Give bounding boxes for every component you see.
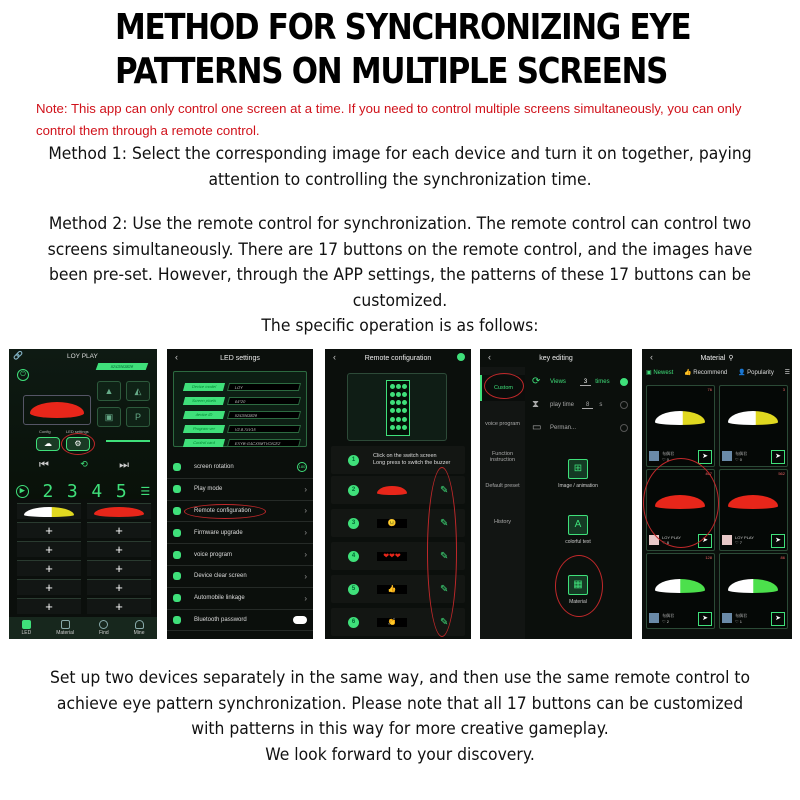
views-row [532,377,628,387]
view-badge: 76 [707,387,712,392]
row-number: 3 [348,518,359,529]
red-eye-image [728,495,778,509]
red-eye-image [30,402,84,418]
edit-icon[interactable]: ✎ [440,550,449,562]
send-icon[interactable]: ➤ [698,534,712,548]
likes: ♡ 7 [735,540,742,545]
sidebar-item-default-preset[interactable]: Default preset [485,483,520,489]
views-radio[interactable] [620,378,628,386]
title-line-1: METHOD FOR SYNCHRONIZING EYE [115,7,691,48]
likes: ♡ 1 [735,618,742,624]
clap-thumbnail: 👏 [377,618,407,627]
rotation-icon [173,463,181,471]
chevron-right-icon: › [304,484,307,494]
colorful-text-label: colorful text [565,539,591,545]
screenshot-home [9,349,157,639]
method-2-tail: The specific operation is as follows: [261,316,539,335]
screenshot-remote-configuration [325,349,471,639]
refresh-icon: ⟳ [532,376,541,387]
highlight-oval [484,373,524,399]
info-value: EXYB-G4CX5MTVOICE2 [227,439,301,447]
method-2-text [43,211,757,339]
sidebar-item-voice-program[interactable]: voice program [485,421,520,427]
bluetooth-password-toggle[interactable] [293,616,307,624]
avatar [722,613,732,623]
note-text: Note: This app can only control one screen at a time. If you need to control multiple screens simultaneously, you can only control them through a remote control. [36,101,742,138]
material-label: Material [569,599,587,605]
play-time-unit: s [599,402,603,408]
tab-label: LED [21,630,32,636]
chevron-right-icon: › [304,593,307,603]
avatar [722,451,732,461]
program-4[interactable]: 4 [91,480,103,502]
avatar [649,451,659,461]
send-icon[interactable]: ➤ [698,612,712,626]
view-badge: 562 [778,471,785,476]
firmware-icon [173,529,181,537]
menu-label: Automobile linkage [194,595,245,602]
info-value: LOY [227,383,301,391]
likes: ♡ 8 [662,540,669,545]
views-label: Views [550,379,566,385]
row-number: 5 [348,584,359,595]
like-count: 0 [666,456,669,462]
header [480,349,632,367]
instruction-line-2: Long press to switch the buzzer [373,460,451,466]
views-unit: times [595,379,610,385]
like-count: 7 [739,540,742,545]
slot-yellow-eye[interactable] [17,503,81,519]
menu-label: Play mode [194,486,223,493]
screenshot-led-settings [167,349,313,639]
closing-text [43,665,757,767]
material-icon [61,620,70,629]
menu-device-clear-screen[interactable] [167,566,313,588]
slot-add[interactable]: + [17,560,81,576]
edit-icon[interactable]: ✎ [440,517,449,529]
material-card[interactable] [646,553,715,629]
thumbs-up-thumbnail: 👍 [377,585,407,594]
menu-label: screen rotation [194,464,234,471]
colorful-text-button[interactable]: A [568,515,588,535]
tab-led[interactable] [21,620,31,636]
row-number: 1 [348,455,359,466]
info-label: Control card [183,439,225,447]
triangle-icon[interactable]: ▲ [97,381,121,401]
info-row [184,438,300,448]
views-input[interactable]: 3 [580,379,591,386]
filter-icon[interactable]: ☰ [784,370,790,376]
tab-find[interactable] [99,620,109,636]
search-icon[interactable]: ⚲ [728,355,734,362]
info-label: Screen pixels [183,397,225,405]
program-icon[interactable]: P [126,407,150,427]
header [325,349,471,367]
tab-mine[interactable] [134,620,145,636]
compass-icon [99,620,108,629]
sidebar-item-history[interactable]: History [493,519,512,525]
view-badge: 3 [782,387,785,392]
material-grid [646,385,788,629]
spacer [174,372,306,378]
current-eye-preview [23,395,91,425]
loop-icon[interactable]: ⟲ [80,459,88,469]
header [642,349,792,367]
chevron-right-icon: › [304,528,307,538]
author-name: 布偶君 [662,612,674,618]
likes: ♡ 2 [662,618,669,624]
material-card[interactable] [719,469,788,551]
edit-icon[interactable]: ✎ [440,484,449,496]
instruction [373,453,450,467]
screenshot-key-editing [480,349,632,639]
infinity-icon: ▭ [532,422,542,433]
previous-icon[interactable]: ⏮ [39,459,49,471]
clear-icon [173,572,181,580]
material-button[interactable]: ▦ [568,575,588,595]
program-number-row [9,480,157,502]
avatar [649,613,659,623]
screen-title: key editing [539,354,573,362]
image-animation-button[interactable]: ⊞ [568,459,588,479]
rotation-badge: 180 [297,462,307,472]
play-mode-icon [173,485,181,493]
info-value: 5243063829 [227,411,301,419]
play-time-row [532,400,628,410]
edit-icon[interactable]: ✎ [440,616,449,628]
remote-icon [173,507,181,515]
yellow-eye-image [24,507,74,517]
yellow-eye-image [655,411,705,425]
power-icon[interactable]: ⏻ [17,369,29,381]
send-icon[interactable]: ➤ [698,450,712,464]
tab-newest[interactable]: ▣ Newest [646,370,674,376]
slot-red-eye[interactable] [87,503,151,519]
card-meta [735,535,754,545]
permanent-label: Perman... [550,425,577,431]
play-time-input[interactable]: 8 [582,402,593,409]
settings-menu [167,457,313,631]
info-row [184,410,300,420]
slot-add[interactable]: + [87,579,151,595]
tab-label: Find [98,630,109,636]
highlight-oval [184,504,266,519]
remote-control-icon [386,380,410,436]
user-icon [135,620,144,629]
card-meta [735,613,747,624]
tab-recommend[interactable]: 👍 Recommend [684,370,728,376]
menu-play-mode[interactable] [167,479,313,501]
slot-add[interactable]: + [17,579,81,595]
screen-title: Material [700,354,726,362]
playback-controls [39,459,129,472]
led-settings-button[interactable]: ⚙ [66,437,90,451]
menu-label: Bluetooth password [194,616,247,623]
menu-screen-rotation[interactable] [167,457,313,479]
back-icon[interactable]: ‹ [175,352,178,362]
bluetooth-icon [173,616,181,624]
led-settings-label: LED settings [66,429,89,434]
slot-add[interactable]: + [17,522,81,538]
edit-icon[interactable]: ✎ [440,583,449,595]
info-row [184,382,300,392]
method-1-text: Method 1: Select the corresponding image for each device and turn it on together, paying attention to controlling the synchronization time. [48,144,752,189]
slot-grid [17,503,151,614]
card-meta [662,613,674,624]
play-time-label: play time [550,402,575,408]
play-time-radio[interactable] [620,401,628,409]
image-icon[interactable]: ▣ [97,407,121,427]
tab-label: Recommend [693,370,728,376]
instruction-line-1: Click on the switch screen [373,453,437,459]
status-icon [457,353,465,361]
tab-label: Material [56,630,74,636]
slot-add[interactable]: + [17,541,81,557]
app-title: LOY PLAY [67,353,98,360]
screen-title: Remote configuration [364,354,432,362]
closing-body: Set up two devices separately in the same way, and then use the same remote control to achieve eye pattern synchronization. Please note that all 17 buttons can be customized with patterns in this way for more creative gameplay. [49,668,751,738]
author-name: 布偶君 [735,450,747,456]
menu-automobile-linkage[interactable] [167,588,313,610]
author-name: LOY PLAY [662,535,681,540]
program-5[interactable]: 5 [115,480,127,502]
info-label: device ID [183,411,225,419]
program-2[interactable]: 2 [42,480,54,502]
like-count: 1 [739,618,742,624]
view-badge: 86 [780,555,785,560]
author-name: 布偶君 [735,612,747,618]
sidebar-item-function-instruction[interactable]: Function instruction [489,451,516,463]
yellow-eye-image [728,411,778,425]
car-icon [173,594,181,602]
material-tabs [646,369,790,376]
program-3[interactable]: 3 [66,480,78,502]
key-editing-sidebar [480,367,525,639]
material-card[interactable] [719,553,788,629]
likes: ♡ 0 [735,456,742,462]
page-title [115,6,691,94]
list-icon[interactable]: ☰ [140,484,151,498]
card-meta [735,451,747,462]
like-count: 0 [739,456,742,462]
info-row [184,396,300,406]
red-eye-image [94,507,144,517]
view-badge: 128 [705,555,712,560]
send-icon[interactable]: ➤ [771,534,785,548]
brightness-icon[interactable]: ◭ [126,381,150,401]
hourglass-icon: ⧗ [532,399,540,410]
tab-label: Mine [133,630,145,636]
led-icon [22,620,31,629]
tab-popularity[interactable]: 👤 Popularity [738,370,774,376]
info-value: 64*20 [227,397,301,405]
chevron-right-icon: › [304,571,307,581]
send-icon[interactable]: ➤ [771,612,785,626]
green-eye-image [655,579,705,593]
next-icon[interactable]: ⏭ [119,459,129,471]
highlight-oval [643,458,719,548]
link-icon: 🔗 [13,351,23,360]
row-number: 2 [348,485,359,496]
info-row [184,424,300,434]
tab-material[interactable] [56,620,74,636]
slot-add[interactable]: + [17,598,81,614]
slot-add[interactable]: + [87,598,151,614]
hearts-thumbnail: ❤❤❤ [377,552,407,561]
material-card[interactable] [719,385,788,467]
row-number: 6 [348,617,359,628]
info-label: Device model [183,383,225,391]
image-animation-label: Image / animation [558,483,598,489]
tab-label: Newest [653,370,674,376]
permanent-radio[interactable] [620,424,628,432]
menu-bluetooth-password[interactable] [167,610,313,632]
view-badge: 467 [705,471,712,476]
menu-label: Firmware upgrade [194,529,243,536]
menu-label: Device clear screen [194,573,247,580]
slot-add[interactable]: + [87,522,151,538]
title-line-2: PATTERNS ON MULTIPLE SCREENS [115,51,668,92]
green-eye-image [728,579,778,593]
permanent-row [532,423,628,433]
send-icon[interactable]: ➤ [771,450,785,464]
slot-add[interactable]: + [87,560,151,576]
header [167,349,313,367]
bottom-tab-bar [9,617,157,639]
menu-firmware-upgrade[interactable] [167,522,313,544]
chevron-right-icon: › [304,506,307,516]
serial-badge: 5243063829 [96,363,149,370]
like-count: 2 [666,618,669,624]
chevron-right-icon: › [304,550,307,560]
menu-label: Remote configuration [194,507,252,514]
material-card[interactable] [646,469,715,551]
avatar [722,535,732,545]
highlight-oval [427,467,457,637]
material-card[interactable] [646,385,715,467]
closing-tail: We look forward to your discovery. [265,744,535,764]
sidebar-item-custom[interactable]: Custom [480,375,525,401]
config-button[interactable]: ☁ [36,437,60,451]
highlight-oval [61,433,95,455]
device-info-card [173,371,307,447]
author-name: 布偶君 [662,450,674,456]
menu-remote-configuration[interactable] [167,501,313,523]
config-label: Config [39,429,51,434]
play-icon[interactable]: ▶ [16,485,29,498]
brightness-slider[interactable] [106,440,150,442]
method-2-body: Method 2: Use the remote control for synchronization. The remote control can control two screens simultaneously. There are 17 buttons on the remote control, and the images have been pre-set. However, through the APP settings, the patterns of these 17 buttons can be customized. [47,214,753,310]
likes: ♡ 0 [662,456,669,462]
face-thumbnail: 😐 [377,519,407,528]
author-name: LOY PLAY [735,535,754,540]
tab-label: Popularity [747,370,774,376]
info-label: Program ver [183,425,225,433]
row-number: 4 [348,551,359,562]
menu-voice-program[interactable] [167,544,313,566]
back-icon[interactable]: ‹ [333,352,336,362]
screenshot-material [642,349,792,639]
menu-label: voice program [194,551,233,558]
info-value: V2.8.7#V15 [227,425,301,433]
remote-image-frame [347,373,447,441]
back-icon[interactable]: ‹ [650,352,653,362]
voice-icon [173,551,181,559]
back-icon[interactable]: ‹ [488,352,491,362]
screen-title: LED settings [220,354,260,362]
slot-add[interactable]: + [87,541,151,557]
red-eye-thumbnail [377,486,407,495]
like-count: 8 [666,540,669,545]
highlight-oval [555,555,603,617]
